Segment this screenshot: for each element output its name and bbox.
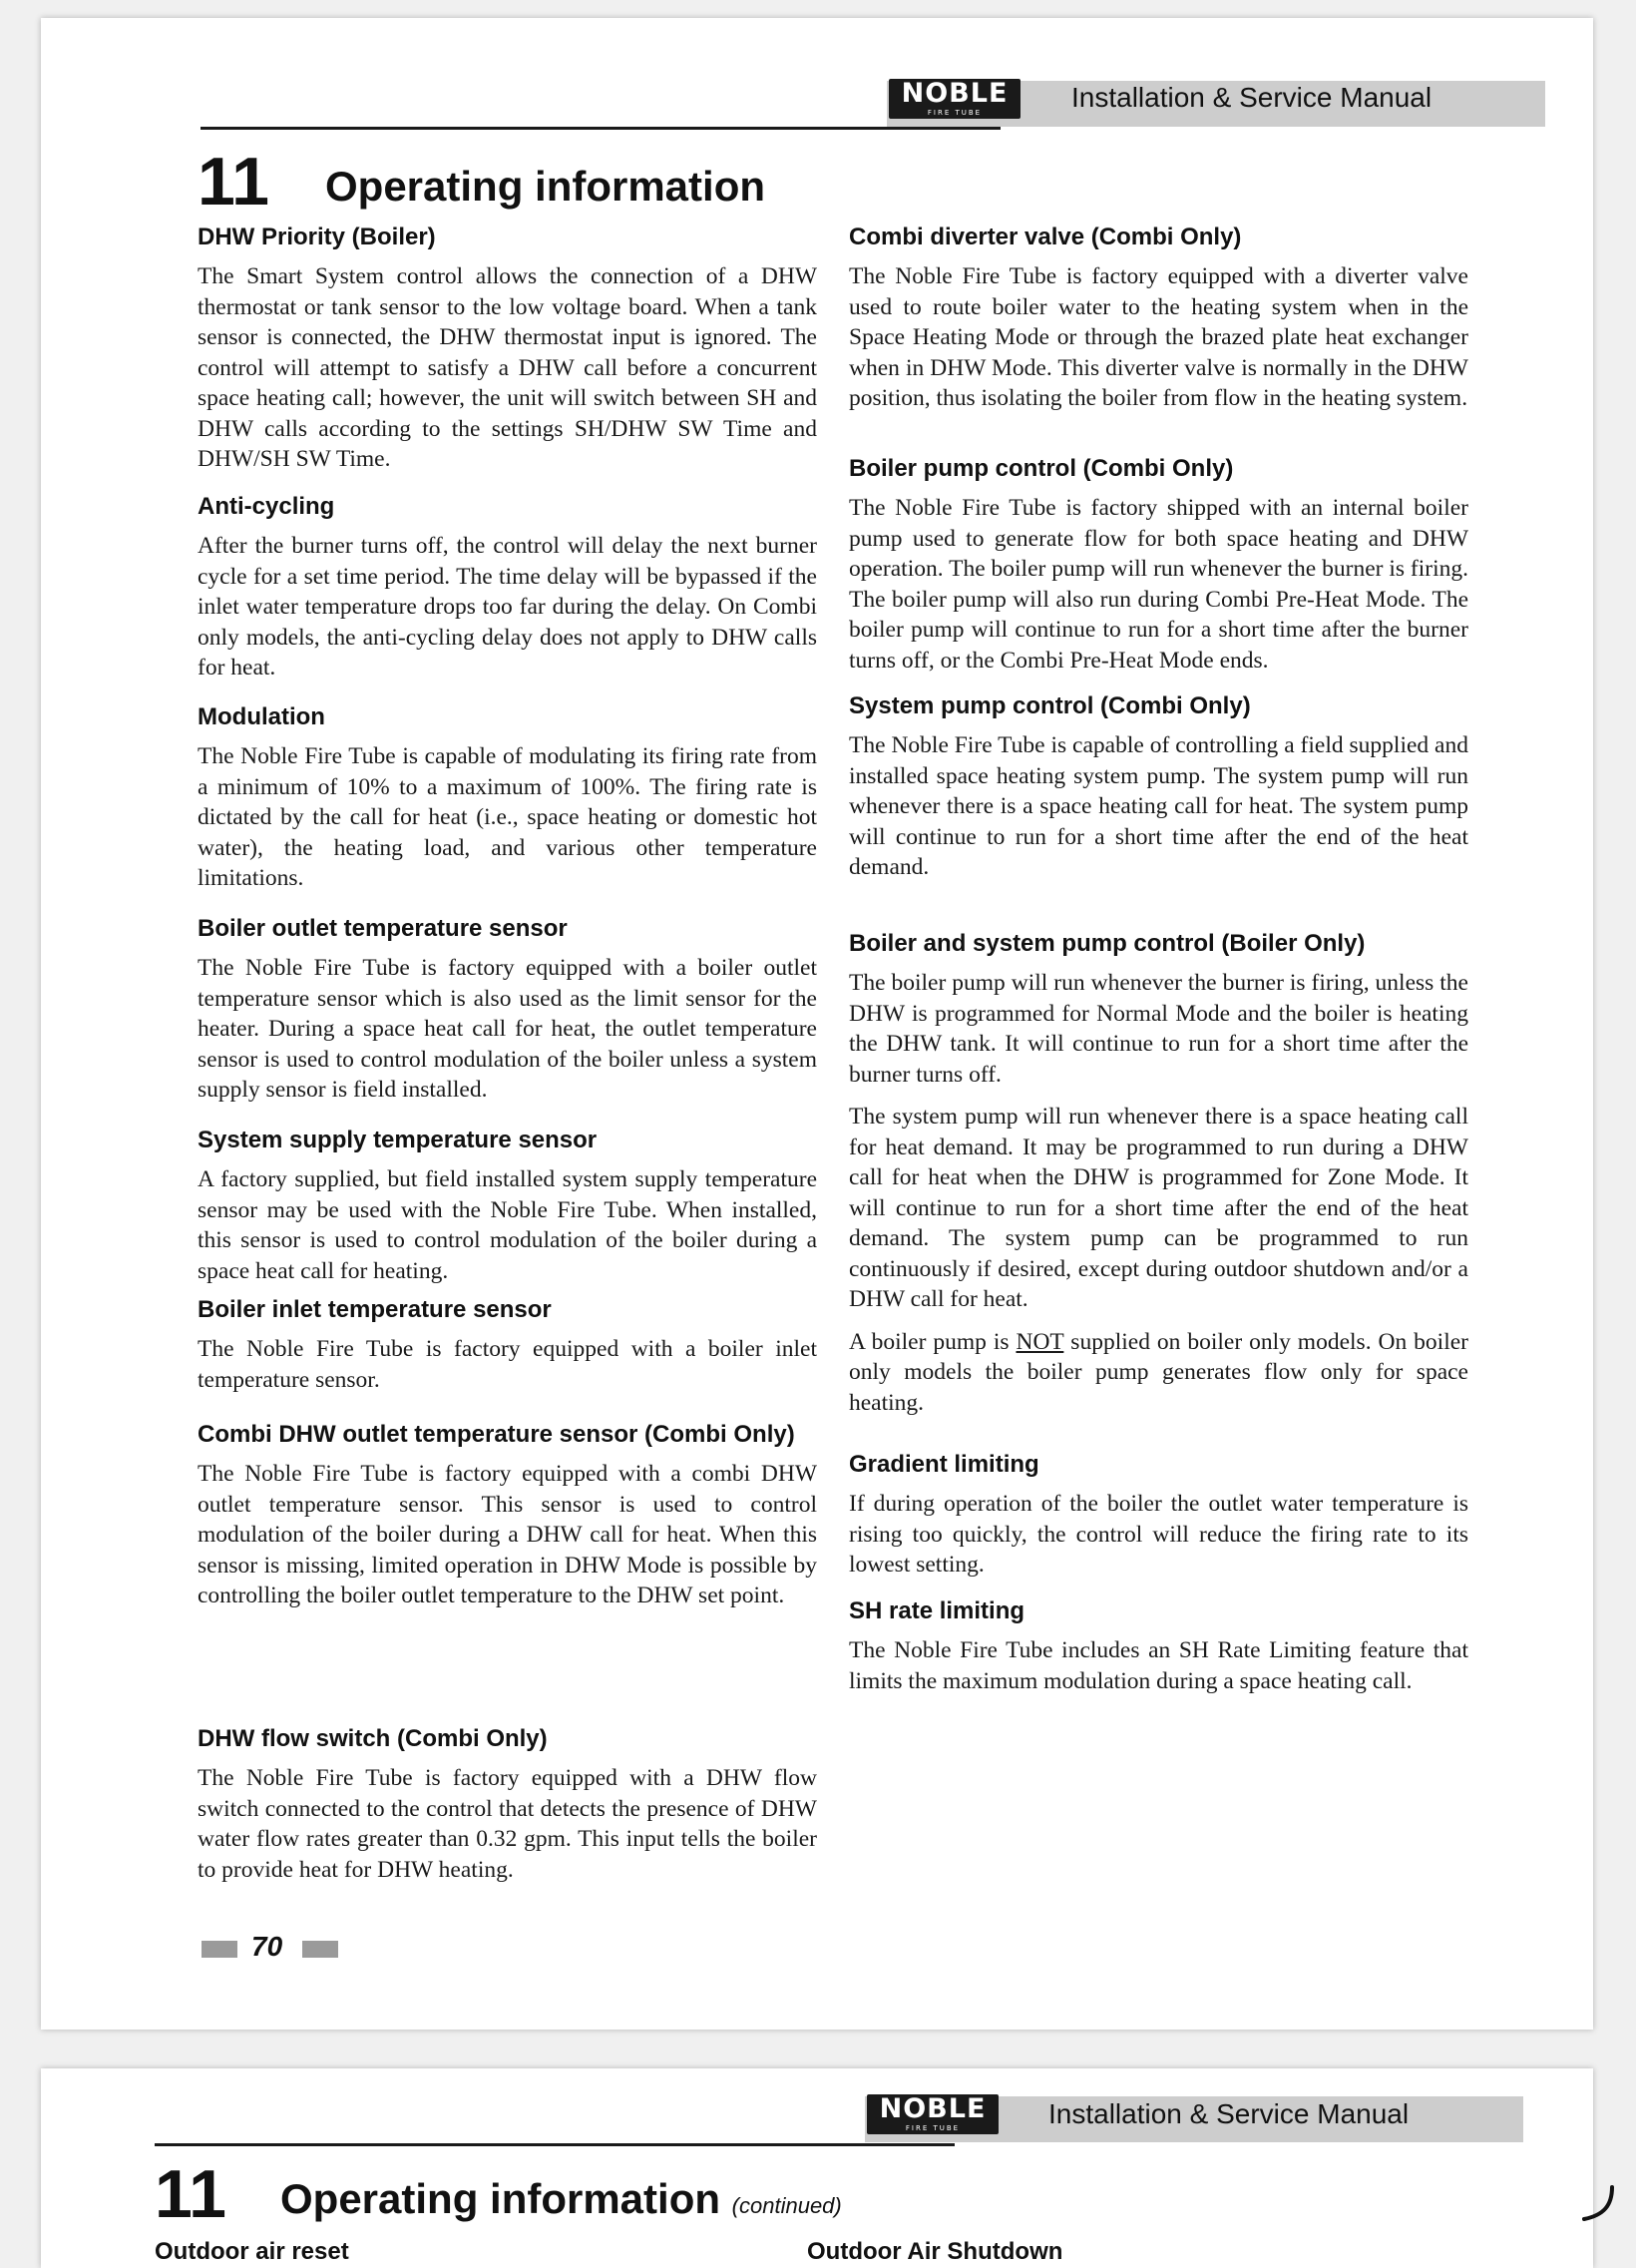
topic-heading: Boiler and system pump control (Boiler Only) xyxy=(849,930,1366,957)
manual-page xyxy=(41,18,1593,2030)
topic-sh-rate-limiting xyxy=(849,1596,1468,1696)
page-number: 70 xyxy=(251,1931,283,1962)
boiler-pump-note: A boiler pump is NOT supplied on boiler only models. On boiler only models the boiler pump generates flow only for space heating. xyxy=(849,1328,1468,1416)
header-rule xyxy=(155,2143,955,2146)
topic-gradient-limiting xyxy=(849,1450,1468,1581)
right-column xyxy=(849,223,1468,1719)
topic-system-pump-control xyxy=(849,691,1468,883)
topic-body: The Noble Fire Tube includes an SH Rate Limiting feature that limits the maximum modulation during a space heating call. xyxy=(849,1637,1468,1694)
topic-heading: Boiler inlet temperature sensor xyxy=(198,1296,552,1323)
topic-body: The Noble Fire Tube is capable of controlling a field supplied and installed space heating system pump. The system pump will run whenever there is a space heating call for heat. The system pump will continue to run for a short time after the end of the heat demand. xyxy=(849,732,1468,880)
topic-body: The Noble Fire Tube is factory equipped with a combi DHW outlet temperature sensor. This sensor is used to control modulation of the boiler during a DHW call for heat. When this sensor is missing, limited operation in DHW Mode is possible by controlling the boiler outlet temperature to the DHW set point. xyxy=(198,1461,817,1608)
topic-heading-outdoor-air-shutdown: Outdoor Air Shutdown xyxy=(807,2238,1063,2265)
topic-boiler-system-pump-control xyxy=(849,929,1468,1418)
topic-heading: System pump control (Combi Only) xyxy=(849,692,1251,719)
section-number: 11 xyxy=(155,2156,226,2232)
topic-heading: Boiler pump control (Combi Only) xyxy=(849,455,1234,482)
topic-heading: Combi DHW outlet temperature sensor (Combi Only) xyxy=(198,1421,795,1448)
topic-heading: SH rate limiting xyxy=(849,1597,1025,1624)
header-rule xyxy=(201,127,1001,130)
topic-heading: DHW Priority (Boiler) xyxy=(198,224,436,250)
section-title: Operating information (continued) xyxy=(280,2175,842,2222)
topic-body: The Noble Fire Tube is factory equipped with a boiler inlet temperature sensor. xyxy=(198,1336,817,1393)
topic-heading: Combi diverter valve (Combi Only) xyxy=(849,224,1242,250)
topic-body: The Noble Fire Tube is capable of modulating its firing rate from a minimum of 10% to a maximum of 100%. The firing rate is dictated by the call for heat (i.e., space heating or domestic hot water), the heating load, and various other temperature limitations. xyxy=(198,743,817,891)
topic-body: The boiler pump will run whenever the burner is firing, unless the DHW is programmed for Normal Mode and the boiler is heating the DHW tank. It will continue to run for a short time after the burner turns off. xyxy=(849,970,1468,1088)
topic-heading: System supply temperature sensor xyxy=(198,1127,598,1153)
section-title: Operating information xyxy=(325,163,765,210)
section-number: 11 xyxy=(198,144,269,220)
noble-logo: NOBLE FIRE TUBE xyxy=(867,2094,999,2134)
topic-body: The Smart System control allows the connection of a DHW thermostat or tank sensor to the low voltage board. When a tank sensor is connected, the DHW thermostat input is ignored. The control will attempt to satisfy a DHW call before a concurrent space heating call; however, the unit will switch between SH and DHW calls according to the settings SH/DHW SW Time and DHW/SH SW Time. xyxy=(198,263,817,472)
topic-boiler-outlet-sensor xyxy=(198,914,817,1106)
page-number-bar-right xyxy=(302,1941,338,1958)
topic-boiler-pump-control xyxy=(849,454,1468,676)
topic-heading: Gradient limiting xyxy=(849,1451,1039,1478)
topic-heading: Modulation xyxy=(198,703,325,730)
manual-title: Installation & Service Manual xyxy=(1071,82,1432,113)
topic-heading: DHW flow switch (Combi Only) xyxy=(198,1725,548,1752)
topic-heading-outdoor-air-reset: Outdoor air reset xyxy=(155,2238,349,2265)
topic-system-supply-sensor xyxy=(198,1126,817,1286)
manual-title: Installation & Service Manual xyxy=(1048,2098,1410,2129)
topic-body: The Noble Fire Tube is factory equipped with a DHW flow switch connected to the control that detects the presence of DHW water flow rates greater than 0.32 gpm. This input tells the boiler to provide heat for DHW heating. xyxy=(198,1765,817,1883)
not-emphasis: NOT xyxy=(1016,1328,1064,1355)
topic-body: After the burner turns off, the control will delay the next burner cycle for a set time period. The time delay will be bypassed if the inlet water temperature drops too far during the delay. On Combi only models, the anti-cycling delay does not apply to DHW calls for heat. xyxy=(198,533,817,680)
continued-label: (continued) xyxy=(731,2193,842,2218)
page-curl-icon xyxy=(1578,2183,1618,2223)
topic-combi-diverter-valve xyxy=(849,223,1468,414)
topic-anti-cycling xyxy=(198,492,817,683)
next-manual-page xyxy=(41,2068,1593,2268)
page-number-bar-left xyxy=(202,1941,237,1958)
topic-body: The Noble Fire Tube is factory equipped with a boiler outlet temperature sensor which is also used as the limit sensor for the heater. During a space heat call for heat, the outlet temperature sensor is used to control modulation of the boiler unless a system supply sensor is field installed. xyxy=(198,955,817,1103)
topic-dhw-flow-switch xyxy=(198,1724,817,1885)
topic-body: A factory supplied, but field installed system supply temperature sensor may be used with the Noble Fire Tube. When installed, this sensor is used to control modulation of the boiler during a space heat call for heating. xyxy=(198,1166,817,1284)
topic-body: The Noble Fire Tube is factory equipped with a diverter valve used to route boiler water to the heating system when in the Space Heating Mode or through the brazed plate heat exchanger when in DHW Mode. This diverter valve is normally in the DHW position, thus isolating the boiler from flow in the heating system. xyxy=(849,263,1468,411)
topic-boiler-inlet-sensor xyxy=(198,1295,817,1395)
topic-dhw-priority xyxy=(198,223,817,475)
left-column xyxy=(198,223,817,1899)
topic-heading: Boiler outlet temperature sensor xyxy=(198,915,568,942)
topic-combi-dhw-outlet-sensor xyxy=(198,1420,817,1611)
noble-logo: NOBLE FIRE TUBE xyxy=(889,79,1021,119)
topic-body: The Noble Fire Tube is factory shipped with an internal boiler pump used to generate flow for both space heating and DHW operation. The boiler pump will run whenever the burner is firing. The boiler pump will also run during Combi Pre-Heat Mode. The boiler pump will continue to run for a short time after the burner turns off, or the Combi Pre-Heat Mode ends. xyxy=(849,495,1468,674)
topic-heading: Anti-cycling xyxy=(198,493,335,520)
topic-body: The system pump will run whenever there is a space heating call for heat demand. It may be programmed to run during a DHW call for heat when the DHW is programmed for Zone Mode. It will continue to run for a short time after the end of the heat demand. The system pump can be programmed to run continuously if desired, except during outdoor shutdown and/or a DHW call for heat. xyxy=(849,1104,1468,1312)
topic-modulation xyxy=(198,702,817,894)
topic-body: If during operation of the boiler the outlet water temperature is rising too quickly, the control will reduce the firing rate to its lowest setting. xyxy=(849,1491,1468,1578)
